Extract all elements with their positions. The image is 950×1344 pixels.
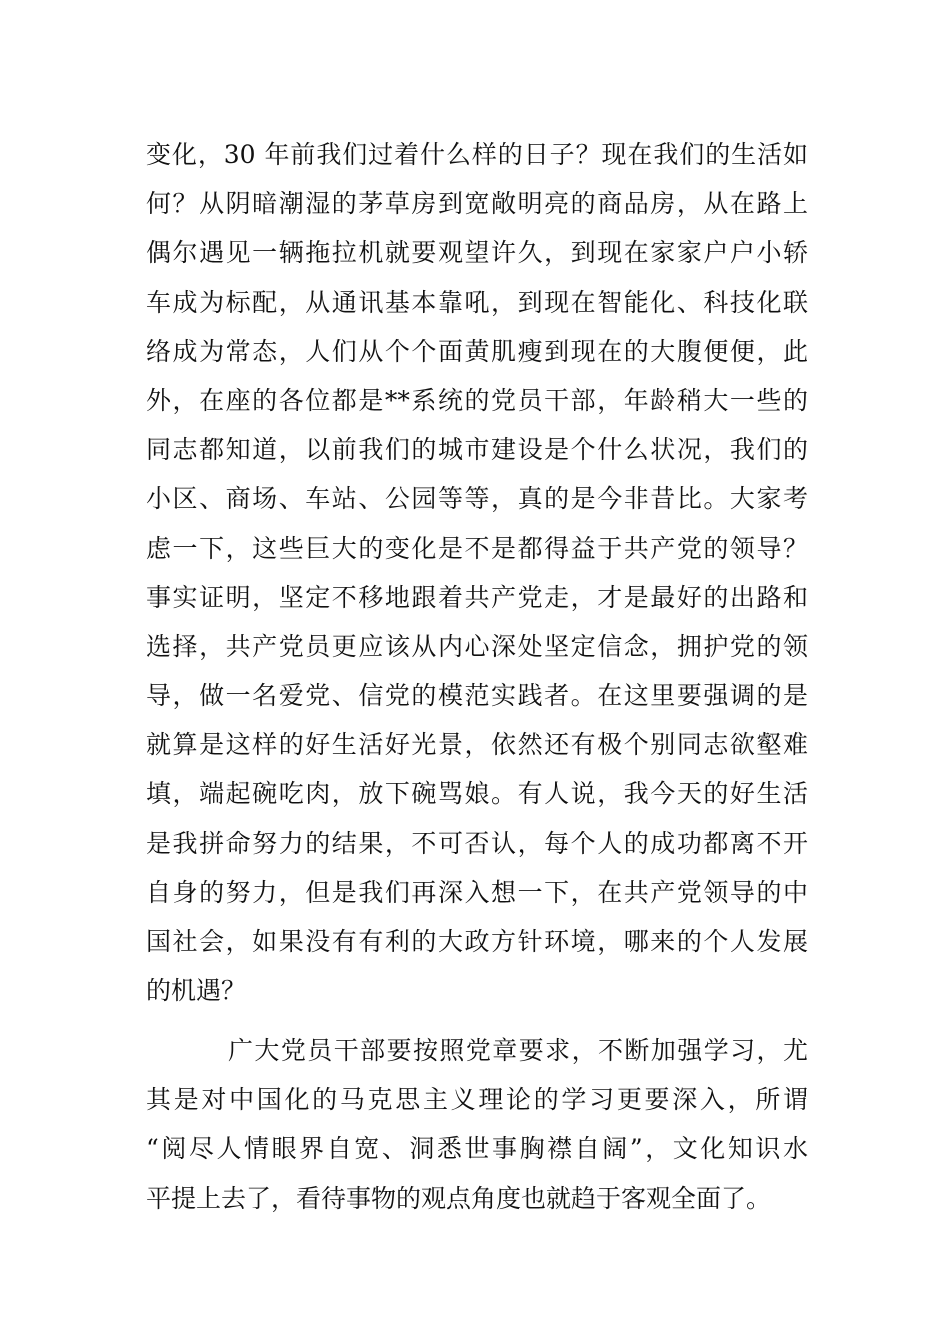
- text-line: 车成为标配，从通讯基本靠吼，到现在智能化、科技化联: [146, 287, 808, 317]
- text-line: 何？从阴暗潮湿的茅草房到宽敞明亮的商品房，从在路上: [146, 189, 808, 219]
- text-line: 外，在座的各位都是**系统的党员干部，年龄稍大一些的: [146, 385, 808, 415]
- text-line: 变化，30 年前我们过着什么样的日子？现在我们的生活如: [146, 140, 808, 169]
- text-line: 填，端起碗吃肉，放下碗骂娘。有人说，我今天的好生活: [146, 779, 808, 809]
- text-line: 自身的努力，但是我们再深入想一下，在共产党领导的中: [146, 877, 808, 907]
- text-line: 其是对中国化的马克思主义理论的学习更要深入，所谓: [146, 1085, 808, 1115]
- text-line: 虑一下，这些巨大的变化是不是都得益于共产党的领导？: [146, 533, 808, 563]
- paragraph-1: [146, 130, 808, 1015]
- text-line-indented: 广大党员干部要按照党章要求，不断加强学习，尤: [228, 1036, 808, 1065]
- text-line: 络成为常态，人们从个个面黄肌瘦到现在的大腹便便，此: [146, 336, 808, 366]
- text-line: 选择，共产党员更应该从内心深处坚定信念，拥护党的领: [146, 631, 808, 661]
- text-line-last: 平提上去了，看待事物的观点角度也就趋于客观全面了。: [146, 1183, 772, 1213]
- text-line: 偶尔遇见一辆拖拉机就要观望许久，到现在家家户户小轿: [146, 238, 808, 268]
- text-line: 国社会，如果没有有利的大政方针环境，哪来的个人发展: [146, 927, 808, 956]
- text-line-last: 的机遇？: [146, 976, 247, 1006]
- text-line: 就算是这样的好生活好光景，依然还有极个别同志欲壑难: [146, 730, 808, 760]
- text-line: 是我拼命努力的结果，不可否认，每个人的成功都离不开: [146, 828, 808, 858]
- text-line: 小区、商场、车站、公园等等，真的是今非昔比。大家考: [146, 484, 808, 514]
- text-line: 导，做一名爱党、信党的模范实践者。在这里要强调的是: [146, 681, 808, 711]
- paragraph-2: [146, 1026, 808, 1223]
- text-line: 事实证明，坚定不移地跟着共产党走，才是最好的出路和: [146, 582, 808, 612]
- text-line: “阅尽人情眼界自宽、洞悉世事胸襟自阔”，文化知识水: [146, 1134, 808, 1164]
- text-line: 同志都知道，以前我们的城市建设是个什么状况，我们的: [146, 435, 808, 465]
